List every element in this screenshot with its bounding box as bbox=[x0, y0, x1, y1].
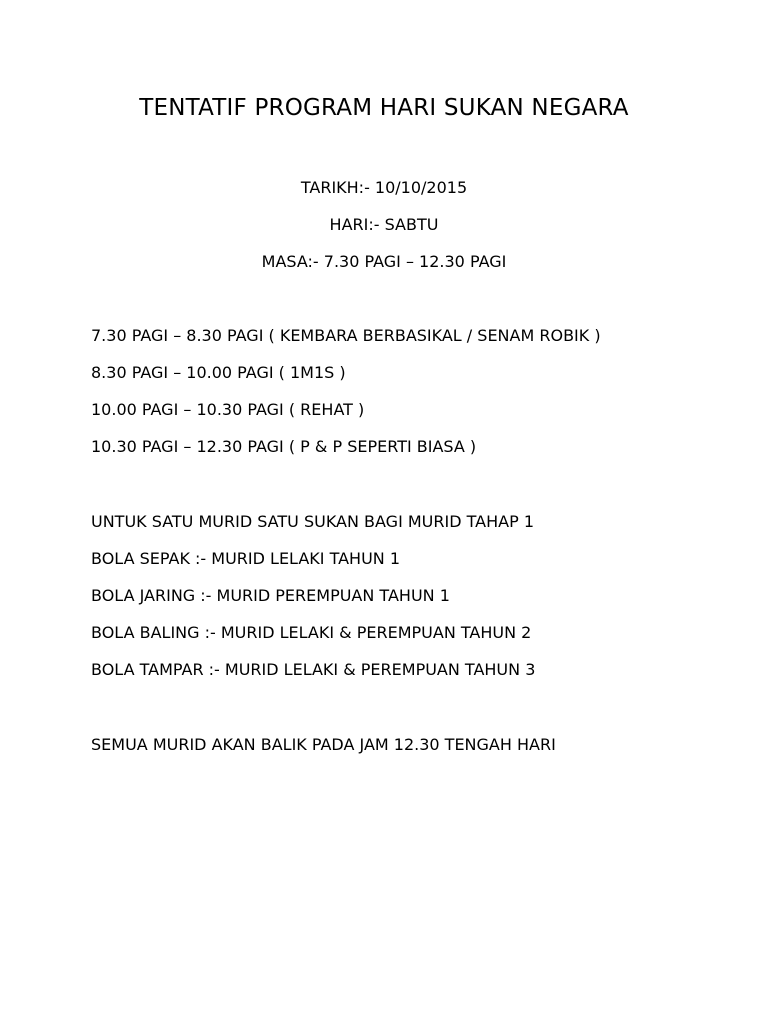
schedule-item: 7.30 PAGI – 8.30 PAGI ( KEMBARA BERBASIKAL / SENAM ROBIK ) bbox=[91, 326, 601, 345]
sport-info-heading: UNTUK SATU MURID SATU SUKAN BAGI MURID TAHAP 1 bbox=[91, 512, 534, 531]
schedule-item: 8.30 PAGI – 10.00 PAGI ( 1M1S ) bbox=[91, 363, 346, 382]
sport-info-item: BOLA BALING :- MURID LELAKI & PEREMPUAN TAHUN 2 bbox=[91, 623, 532, 642]
date-line: TARIKH:- 10/10/2015 bbox=[300, 178, 468, 197]
schedule-item: 10.30 PAGI – 12.30 PAGI ( P & P SEPERTI BIASA ) bbox=[91, 437, 477, 456]
sport-info-item: BOLA SEPAK :- MURID LELAKI TAHUN 1 bbox=[91, 549, 401, 568]
time-line: MASA:- 7.30 PAGI – 12.30 PAGI bbox=[261, 252, 507, 271]
document-title: TENTATIF PROGRAM HARI SUKAN NEGARA bbox=[139, 95, 629, 121]
sport-info-item: BOLA TAMPAR :- MURID LELAKI & PEREMPUAN TAHUN 3 bbox=[91, 660, 536, 679]
day-line: HARI:- SABTU bbox=[329, 215, 439, 234]
sport-info-item: BOLA JARING :- MURID PEREMPUAN TAHUN 1 bbox=[91, 586, 450, 605]
closing-note: SEMUA MURID AKAN BALIK PADA JAM 12.30 TENGAH HARI bbox=[91, 735, 556, 754]
schedule-item: 10.00 PAGI – 10.30 PAGI ( REHAT ) bbox=[91, 400, 365, 419]
